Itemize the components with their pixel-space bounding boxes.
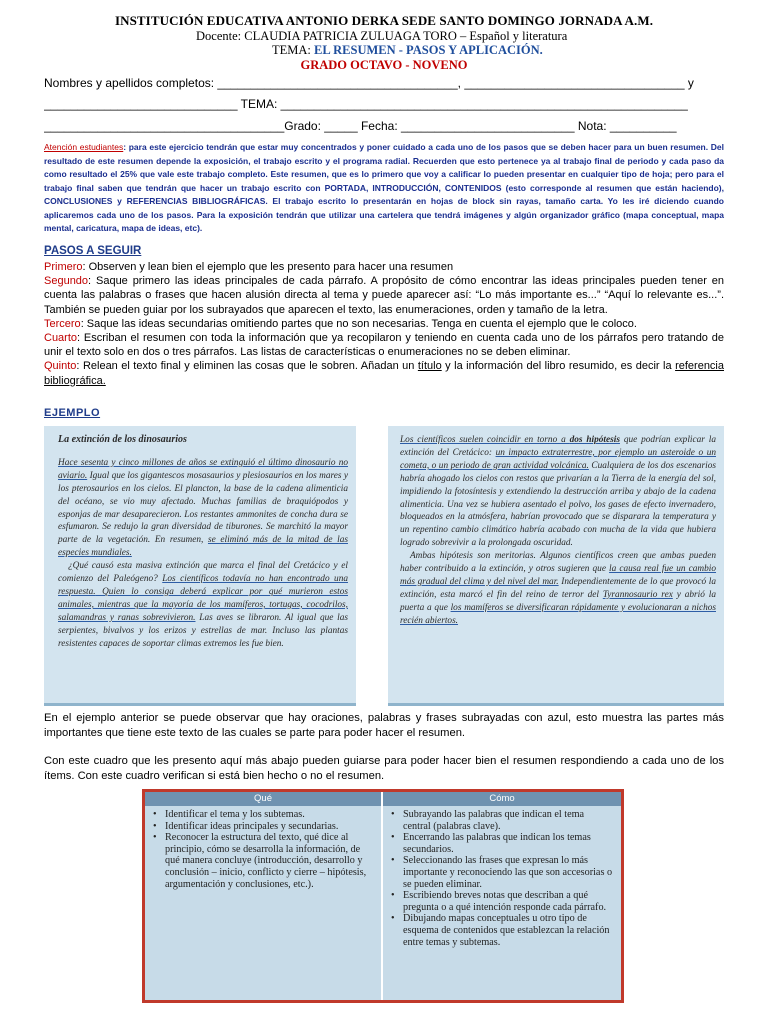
- step-text: y la información del libro resumido, es decir la: [441, 360, 676, 373]
- example-text: Las aves se libraron. Al igual que las serpientes, bivalvos y los erizos y estrellas de mar. Incluso las plantas resistentes capaces de soportar climas extremos les fue bien.: [58, 612, 349, 649]
- step-text: : Saque las ideas secundarias omitiendo partes que no son necesarias. Tenga en cuenta el ejemplo que le coloco.: [80, 317, 637, 330]
- step-cuarto: [44, 331, 724, 359]
- header-que: Qué: [145, 792, 383, 806]
- step-label: Segundo: [44, 275, 89, 288]
- list-item: • Subrayando las palabras que indican el tema central (palabras clave).: [389, 809, 613, 832]
- underlined-text: los mamíferos se diversificaran rápidamente y evolucionaran a nichos recién abiertos.: [400, 602, 716, 626]
- list-item: • Seleccionando las frases que expresan lo más importante y reconociendo las que son accesorias o se pueden eliminar.: [389, 855, 613, 890]
- column-que: [145, 806, 383, 1000]
- list-item: • Encerrando las palabras que indican los temas secundarios.: [389, 832, 613, 855]
- example-text: y abrió la puerta a que: [400, 589, 716, 613]
- underlined-text: Los científicos suelen coincidir en torno a: [400, 435, 570, 445]
- underlined-text: Hace sesenta y cinco millones de años se extinguió el último dinosaurio no aviario.: [58, 457, 348, 481]
- docente-name: CLAUDIA PATRICIA ZULUAGA TORO: [244, 29, 457, 43]
- step-text: : Relean el texto final y eliminen las cosas que le sobren. Añadan un: [76, 360, 418, 373]
- list-item: • Identificar ideas principales y secundarias.: [151, 821, 373, 833]
- step-tercero: [44, 317, 724, 331]
- step-label: Tercero: [44, 317, 81, 330]
- atencion-paragraph: [44, 141, 724, 236]
- underlined-text: Los científicos todavía no han encontrado una respuesta.: [58, 574, 348, 597]
- list-item: • Dibujando mapas conceptuales u otro tipo de esquema de contenidos que establezcan la relación entre temas y subtemas.: [389, 913, 613, 948]
- que-como-table: [142, 789, 624, 1003]
- step-text: : Escriban el resumen con toda la información que ya recopilaron y teniendo en cuenta cada uno de los párrafos pero tratando de unir el texto solo en dos o tres párrafos. Las listas de características o enumeraciones no se deben eliminar.: [44, 332, 724, 359]
- step-quinto: [44, 359, 724, 387]
- step-label: Primero: [44, 261, 83, 273]
- list-item: • Reconocer la estructura del texto, qué dice al principio, cómo se desarrolla la información, de qué manera concluye (introducción, desarrollo y conclusión – inicio, conflicto y cierre – hipótesis, argumentación y conclusiones, etc.).: [151, 832, 373, 890]
- docente-subject: – Español y literatura: [460, 29, 568, 43]
- ejemplo-title: EJEMPLO: [44, 407, 101, 419]
- titulo-word: título: [417, 360, 442, 373]
- underlined-text: se eliminó más de la mitad de las especies mundiales.: [58, 535, 348, 559]
- table-body: [145, 806, 621, 1000]
- example-text: Cualquiera de los dos escenarios habría ahogado los cielos con restos que privarían a la Tierra de la energía del sol, impidiendo la fotosíntesis y extendiendo la destrucción arriba y abajo de la cadena alimenticia. Una vez se hubiera asentado el polvo, los gases de efecto invernadero, bloqueados en la atmósfera, habrían provocado que se disparara la temperatura y un repentino cambio climático habría acabado con mucha de la vida que hubiera logrado sobrevivir a la prolongada oscuridad.: [400, 460, 716, 549]
- form-line-tema[interactable]: _____________________________ TEMA: _____________________________________________________________: [44, 97, 688, 111]
- example-heading: La extinción de los dinosaurios: [58, 434, 187, 445]
- step-segundo: [44, 274, 724, 317]
- bold-text: dos hipótesis: [569, 435, 620, 445]
- example-paragraph: [400, 550, 716, 627]
- example-text: Igual que los gigantescos mosasaurios y plesiosaurios en los mares y los pterosaurios en los cielos. El plancton, la base de la cadena alimenticia del océano, se vio muy afectado. Muchas familias de braquiópodos y esponjas de mar desaparecieron. Los restantes ammonites de concha dura se esfumaron. Se redujo la gran diversidad de tiburones. Se marchitó la mayor parte de la vegetación. En resumen,: [58, 470, 348, 546]
- example-panel-left: [44, 426, 356, 706]
- institution-title: INSTITUCIÓN EDUCATIVA ANTONIO DERKA SEDE SANTO DOMINGO JORNADA A.M.: [114, 13, 654, 28]
- docente-line: [196, 29, 567, 44]
- explanation-paragraph-2: Con este cuadro que les presento aquí más abajo pueden guiarse para poder hacer bien el resumen respondiendo a cada uno de los ítems. Con este cuadro verifican si está bien hecho o no el resumen.: [44, 755, 724, 782]
- atencion-label: Atención estudiantes: [44, 142, 124, 152]
- tema-line: [272, 43, 543, 58]
- step-label: Cuarto: [44, 332, 78, 345]
- underlined-text: la causa real fue un cambio más gradual del clima y del nivel del mar.: [400, 564, 717, 587]
- example-panel-right: [388, 426, 724, 706]
- example-paragraph: [58, 457, 348, 560]
- underlined-text: Quien lo consiga deberá explicar por qué murieron estos animales, mientras que la mayoría de los mamíferos, tortugas, cocodrilos, salamandras y ranas sobrevivieron.: [58, 586, 348, 623]
- example-paragraph: [58, 560, 348, 650]
- step-text: : Observen y lean bien el ejemplo que les presento para hacer una resumen: [82, 261, 454, 273]
- header-como: Cómo: [489, 793, 515, 804]
- list-item: • Identificar el tema y los subtemas.: [151, 809, 373, 821]
- referencia-word: referencia bibliográfica.: [44, 360, 724, 387]
- example-text: ¿Qué causó esta masiva extinción que marca el final del Cretácico y el comienzo del Paleógeno?: [58, 561, 348, 585]
- column-como: [383, 806, 621, 1000]
- underlined-text: un impacto extraterrestre, por ejemplo un asteroide o un cometa, o un periodo de gran actividad volcánica.: [400, 447, 716, 471]
- list-item: • Escribiendo breves notas que describan a qué pregunta o a qué intención responde cada párrafo.: [389, 890, 613, 913]
- grado-line: GRADO OCTAVO - NOVENO: [300, 58, 468, 72]
- example-paragraph: [400, 434, 716, 550]
- tema-label: TEMA:: [272, 43, 311, 57]
- step-text: : Saque primero las ideas principales de cada párrafo. A propósito de cómo encontrar las ideas principales pueden tener en cuenta las palabras o frases que hacen alusión directa al tema y puede aparecer así: “Lo más importante es...” “Aquí lo relevante es...”. También se pueden guiar por los subrayados que aparecen el texto, las enumeraciones, orden y tamaño de la letra.: [44, 275, 724, 316]
- example-text: Independientemente de lo que provocó la extinción, esta marcó el fin del reino de terror del: [400, 576, 716, 600]
- explanation-paragraph-1: En el ejemplo anterior se puede observar que hay oraciones, palabras y frases subrayadas con azul, esto muestra las partes más importantes que tiene este texto de las cuales se parte para poder hacer el resumen.: [44, 712, 724, 739]
- tema-value: EL RESUMEN - PASOS Y APLICACIÓN.: [314, 43, 543, 57]
- atencion-text: : para este ejercicio tendrán que estar muy concentrados y poner cuidado a cada uno de los pasos que se deben hacer para un buen resumen. Del resultado de este resumen depende la exposición, el trabajo escrito y el programa radial. Recuerden que esto pertenece ya al trabajo final de periodo y cada paso da como resultado el 25% que vale este trabajo completo. Este resumen, que es lo primero que voy a calificar lo pueden presentar en cualquier tipo de hoja; pero para el trabajo final saben que tendrán que hacer un trabajo escrito con PORTADA, INTRODUCCIÓN, CONTENIDOS (esto corresponde al resumen que están haciendo), CONCLUSIONES y REFERENCIAS BIBLIOGRÁFICAS. El trabajo escrito lo presentarán en hojas de block sin rayas, tamaño carta. Yo les iré diciendo cuando aplicaremos cada uno de los pasos. Para la exposición tendrán que utilizar una cartelera que tendrá imágenes y algún organizador gráfico (mapa conceptual, mapa mental, caricatura, mapa de ideas, etc).: [44, 142, 724, 233]
- docente-label: Docente:: [196, 29, 242, 43]
- pasos-title: PASOS A SEGUIR: [44, 245, 142, 257]
- form-line-names[interactable]: Nombres y apellidos completos: ____________________________________, _________________________________ y: [44, 76, 694, 90]
- example-text: Ambas hipótesis son meritorias. Algunos científicos creen que ambas pueden haber contribuido a la extinción, y otros sugieren que: [400, 551, 716, 575]
- step-label: Quinto: [44, 360, 77, 373]
- form-line-grado-fecha-nota[interactable]: ____________________________________Grado: _____ Fecha: __________________________ Nota: __________: [44, 119, 677, 133]
- pasos-list: [44, 260, 724, 388]
- underlined-text: Tyrannosaurio rex: [602, 589, 673, 600]
- step-primero: [44, 260, 724, 274]
- table-header: [145, 792, 621, 806]
- example-text: que podrían explicar la extinción del Cretácico:: [400, 435, 716, 458]
